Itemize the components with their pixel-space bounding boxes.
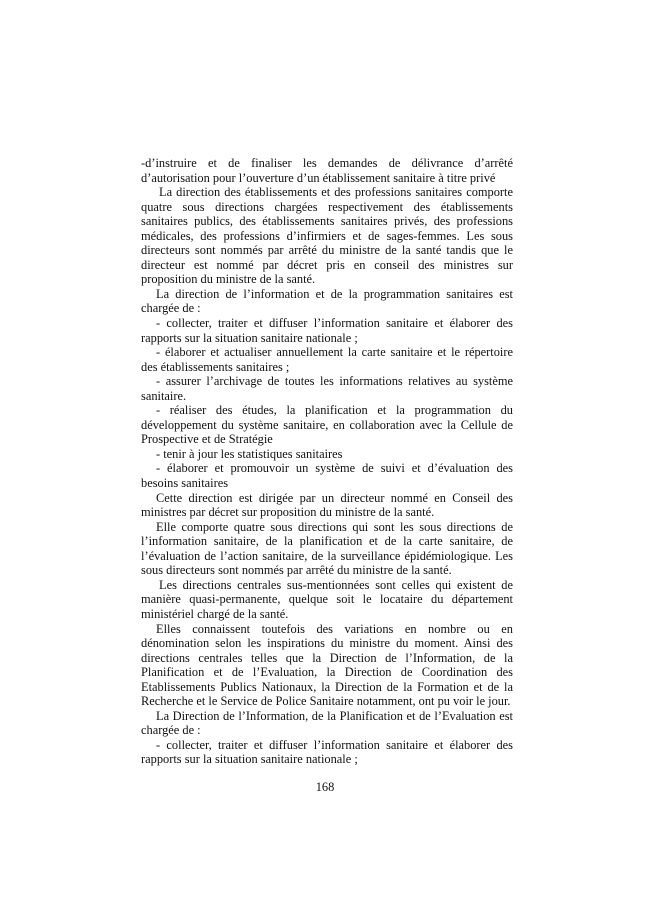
- list-item-elaborer-carte: - élaborer et actualiser annuellement la carte sanitaire et le répertoire des établissements sanitaires ;: [141, 345, 513, 374]
- list-item-etudes: - réaliser des études, la planification et la programmation du développement du système sanitaire, en collaboration avec la Cellule de Prospective et de Stratégie: [141, 403, 513, 447]
- paragraph-sous-directions: Elle comporte quatre sous directions qui sont les sous directions de l’information sanitaire, de la planification et de la carte sanitaire, de l’évaluation de l’action sanitaire, de la surveillance épidémiologique. Les sous directeurs sont nommés par arrêté du ministre de la santé.: [141, 519, 513, 578]
- paragraph-1: -d’instruire et de finaliser les demandes de délivrance d’arrêté d’autorisation pour l’ouverture d’un établissement sanitaire à titre privé: [141, 156, 513, 185]
- paragraph-dipe: La Direction de l’Information, de la Planification et de l’Evaluation est chargée de :: [141, 708, 513, 738]
- list-item-collecter-2: - collecter, traiter et diffuser l’information sanitaire et élaborer des rapports sur la situation sanitaire nationale ;: [141, 737, 513, 767]
- list-item-collecter: - collecter, traiter et diffuser l’information sanitaire et élaborer des rapports sur la situation sanitaire nationale ;: [141, 316, 513, 345]
- paragraph-variations: Elles connaissent toutefois des variations en nombre ou en dénomination selon les inspirations du ministre du moment. Ainsi des directions centrales telles que la Direction de l’Information, de la Planification et de l’Evaluation, la Direction de Coordination des Etablissements Publics Nationaux, la Direction de la Formation et de la Recherche et le Service de Police Sanitaire notamment, ont pu voir le jour.: [141, 621, 513, 709]
- body-text: [141, 156, 513, 767]
- paragraph-3: La direction de l’information et de la programmation sanitaires est chargée de :: [141, 286, 513, 316]
- list-item-statistiques: - tenir à jour les statistiques sanitaires: [156, 446, 343, 461]
- paragraph-direction: Cette direction est dirigée par un directeur nommé en Conseil des ministres par décret sur proposition du ministre de la santé.: [141, 490, 513, 520]
- list-item-archivage: - assurer l’archivage de toutes les informations relatives au système sanitaire.: [141, 374, 513, 403]
- paragraph-directions-centrales: Les directions centrales sus-mentionnées sont celles qui existent de manière quasi-permanente, quelque soit le locataire du département ministériel chargé de la santé.: [141, 577, 513, 621]
- paragraph-2: La direction des établissements et des professions sanitaires comporte quatre sous directions chargées respectivement des établissements sanitaires publics, des établissements sanitaires privés, des professions médicales, des professions d’infirmiers et de sages-femmes. Les sous directeurs sont nommés par arrêté du ministre de la santé tandis que le directeur est nommé par décret pris en conseil des ministres sur proposition du ministre de la santé.: [141, 185, 513, 287]
- list-item-suivi: - élaborer et promouvoir un système de suivi et d’évaluation des besoins sanitaires: [141, 461, 513, 491]
- page-number: 168: [315, 780, 335, 794]
